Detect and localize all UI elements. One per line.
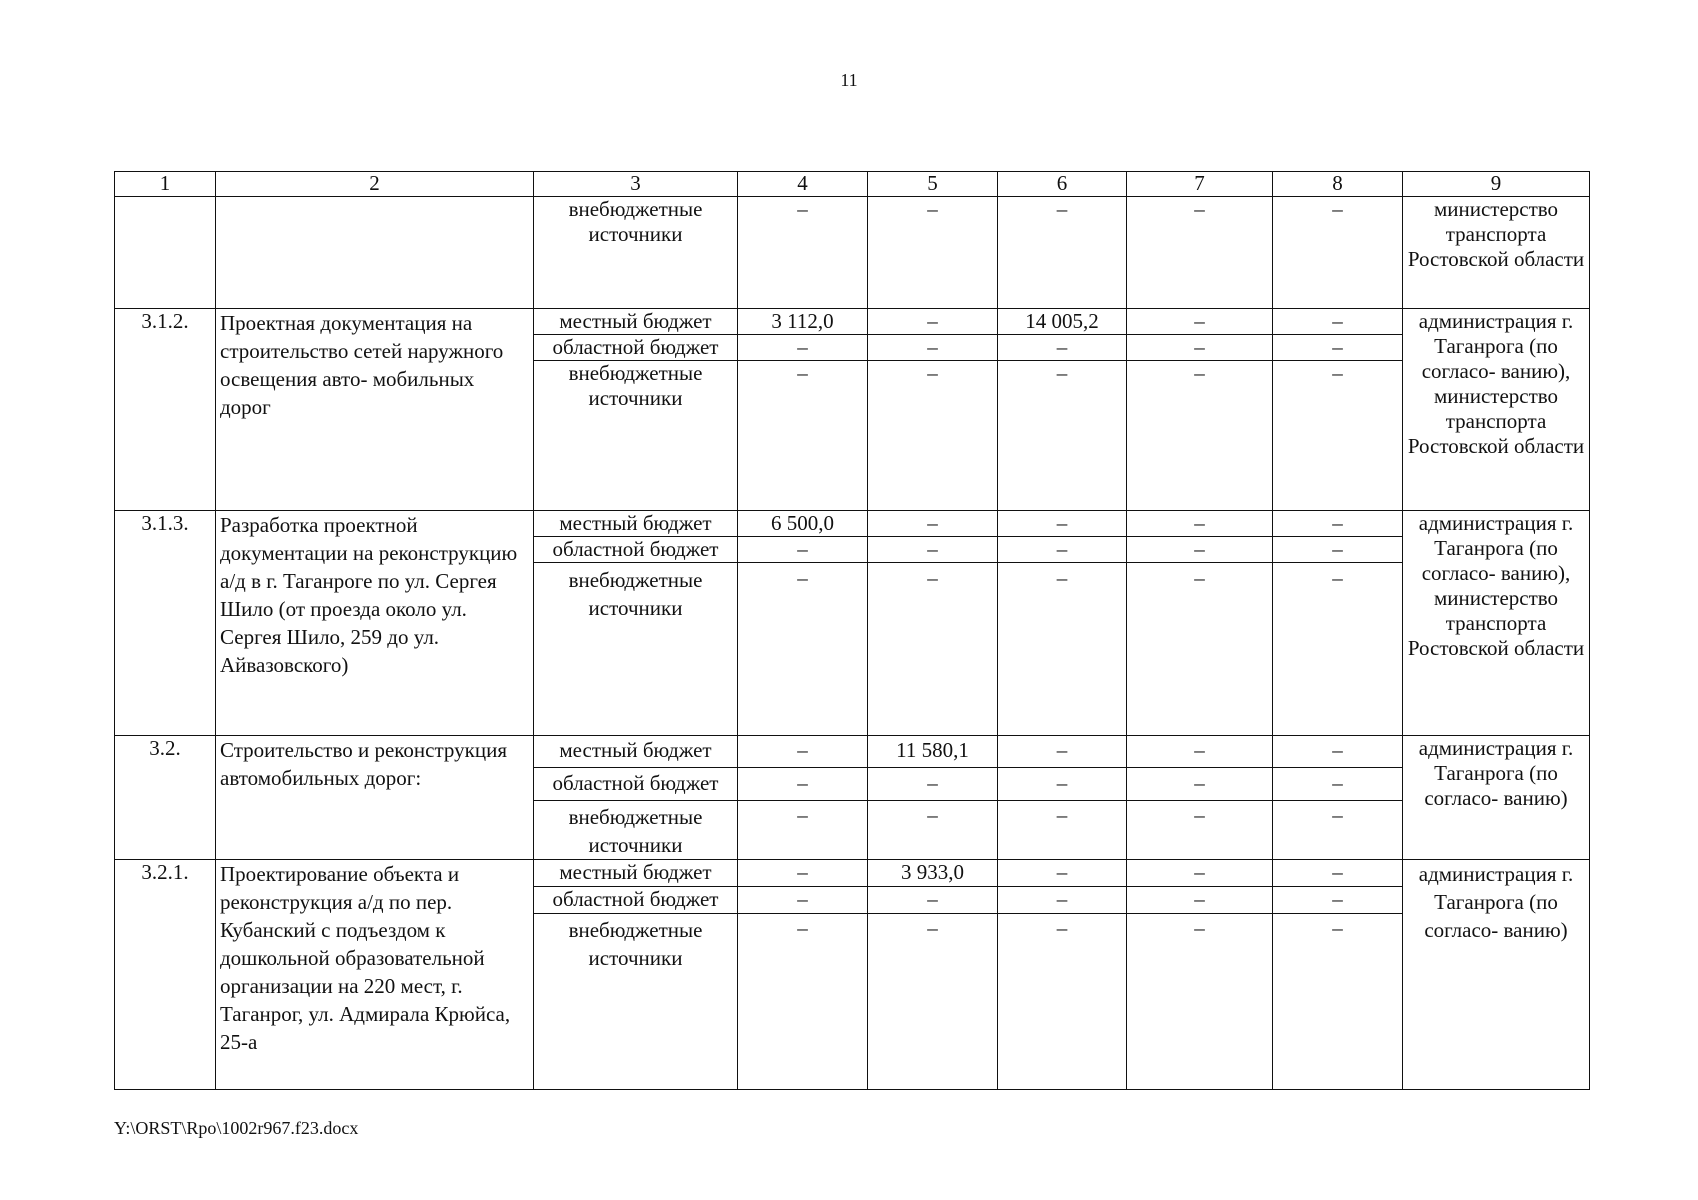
value-cell: – <box>1127 563 1273 736</box>
value-cell: – <box>738 537 868 563</box>
value-cell: – <box>1273 768 1403 801</box>
responsible-cell: министерство транспорта Ростовской области <box>1403 197 1590 309</box>
value-cell: – <box>1273 537 1403 563</box>
value-cell: – <box>1273 361 1403 511</box>
value-cell: – <box>1127 887 1273 914</box>
funding-source: внебюджетные источники <box>534 361 738 511</box>
value-cell: – <box>738 361 868 511</box>
value-cell: – <box>1127 335 1273 361</box>
funding-source: внебюджетные источники <box>534 914 738 1090</box>
empty-cell <box>216 197 534 309</box>
value-cell: – <box>998 361 1127 511</box>
table-row <box>115 511 1590 537</box>
value-cell: – <box>738 335 868 361</box>
item-number: 3.2. <box>115 736 216 860</box>
value-cell: – <box>868 511 998 537</box>
value-cell: – <box>998 768 1127 801</box>
value-cell: – <box>998 335 1127 361</box>
col-header: 8 <box>1273 172 1403 197</box>
value-cell: – <box>998 563 1127 736</box>
value-cell: – <box>1127 801 1273 860</box>
item-number: 3.2.1. <box>115 860 216 1090</box>
value-cell: – <box>1273 860 1403 887</box>
funding-source: областной бюджет <box>534 768 738 801</box>
value-cell: – <box>1127 768 1273 801</box>
value-cell: – <box>868 537 998 563</box>
value-cell: 3 112,0 <box>738 309 868 335</box>
value-cell: – <box>1273 801 1403 860</box>
value-cell: – <box>998 736 1127 768</box>
funding-source: местный бюджет <box>534 511 738 537</box>
continuation-row <box>115 197 1590 309</box>
value-cell: – <box>868 563 998 736</box>
value-cell: – <box>998 511 1127 537</box>
value-cell: – <box>1273 914 1403 1090</box>
col-header: 9 <box>1403 172 1590 197</box>
funding-source: местный бюджет <box>534 736 738 768</box>
value-cell: – <box>1273 887 1403 914</box>
col-header: 5 <box>868 172 998 197</box>
table-row <box>115 309 1590 335</box>
item-title: Строительство и реконструкция автомобильных дорог: <box>216 736 534 860</box>
header-row <box>115 172 1590 197</box>
value-cell: – <box>868 914 998 1090</box>
col-header: 7 <box>1127 172 1273 197</box>
value-cell: – <box>868 887 998 914</box>
item-title: Проектная документация на строительство сетей наружного освещения авто- мобильных дорог <box>216 309 534 511</box>
value-cell: – <box>1273 335 1403 361</box>
file-path-footer: Y:\ORST\Rpo\1002r967.f23.docx <box>114 1118 359 1138</box>
col-header: 3 <box>534 172 738 197</box>
responsible-cell: администрация г. Таганрога (по согласо- ванию), министерство транспорта Ростовской области <box>1403 309 1590 511</box>
value-cell: 3 933,0 <box>868 860 998 887</box>
value-cell: – <box>1273 511 1403 537</box>
item-number: 3.1.2. <box>115 309 216 511</box>
value-cell: – <box>1273 736 1403 768</box>
col-header: 4 <box>738 172 868 197</box>
funding-source: местный бюджет <box>534 309 738 335</box>
value-cell: – <box>1127 736 1273 768</box>
value-cell: – <box>1127 511 1273 537</box>
value-cell: – <box>998 537 1127 563</box>
value-cell: – <box>868 309 998 335</box>
value-cell: – <box>868 361 998 511</box>
funding-source: местный бюджет <box>534 860 738 887</box>
value-cell: – <box>1127 361 1273 511</box>
value-cell: – <box>998 801 1127 860</box>
value-cell: – <box>1273 197 1403 309</box>
value-cell: – <box>738 736 868 768</box>
responsible-cell: администрация г. Таганрога (по согласо- ванию) <box>1403 736 1590 860</box>
item-number: 3.1.3. <box>115 511 216 736</box>
funding-source: областной бюджет <box>534 887 738 914</box>
program-table <box>114 171 1590 1090</box>
value-cell: – <box>1127 309 1273 335</box>
value-cell: 6 500,0 <box>738 511 868 537</box>
col-header: 1 <box>115 172 216 197</box>
funding-source: областной бюджет <box>534 335 738 361</box>
value-cell: – <box>1127 537 1273 563</box>
value-cell: – <box>738 197 868 309</box>
value-cell: – <box>868 768 998 801</box>
value-cell: – <box>738 860 868 887</box>
item-title: Проектирование объекта и реконструкция а/д по пер. Кубанский с подъездом к дошкольной образовательной организации на 220 мест, г. Таганрог, ул. Адмирала Крюйса, 25-а <box>216 860 534 1090</box>
empty-cell <box>115 197 216 309</box>
value-cell: – <box>1127 914 1273 1090</box>
funding-source: внебюджетные источники <box>534 563 738 736</box>
table-row <box>115 860 1590 887</box>
value-cell: – <box>998 860 1127 887</box>
responsible-cell: администрация г. Таганрога (по согласо- ванию), министерство транспорта Ростовской области <box>1403 511 1590 736</box>
value-cell: – <box>738 887 868 914</box>
value-cell: 11 580,1 <box>868 736 998 768</box>
col-header: 2 <box>216 172 534 197</box>
value-cell: – <box>868 801 998 860</box>
responsible-cell: администрация г. Таганрога (по согласо- ванию) <box>1403 860 1590 1090</box>
funding-source: внебюджетные источники <box>534 801 738 860</box>
value-cell: – <box>738 768 868 801</box>
value-cell: – <box>738 801 868 860</box>
table-row <box>115 736 1590 768</box>
page-number: 11 <box>840 70 858 90</box>
value-cell: – <box>1273 563 1403 736</box>
funding-source: внебюджетные источники <box>534 197 738 309</box>
value-cell: – <box>738 914 868 1090</box>
value-cell: – <box>868 335 998 361</box>
value-cell: – <box>738 563 868 736</box>
value-cell: – <box>1127 860 1273 887</box>
col-header: 6 <box>998 172 1127 197</box>
funding-source: областной бюджет <box>534 537 738 563</box>
item-title: Разработка проектной документации на реконструкцию а/д в г. Таганроге по ул. Сергея Шило (от проезда около ул. Сергея Шило, 259 до ул. Айвазовского) <box>216 511 534 736</box>
value-cell: – <box>998 914 1127 1090</box>
value-cell: – <box>1127 197 1273 309</box>
value-cell: – <box>868 197 998 309</box>
value-cell: 14 005,2 <box>998 309 1127 335</box>
value-cell: – <box>998 197 1127 309</box>
value-cell: – <box>1273 309 1403 335</box>
value-cell: – <box>998 887 1127 914</box>
